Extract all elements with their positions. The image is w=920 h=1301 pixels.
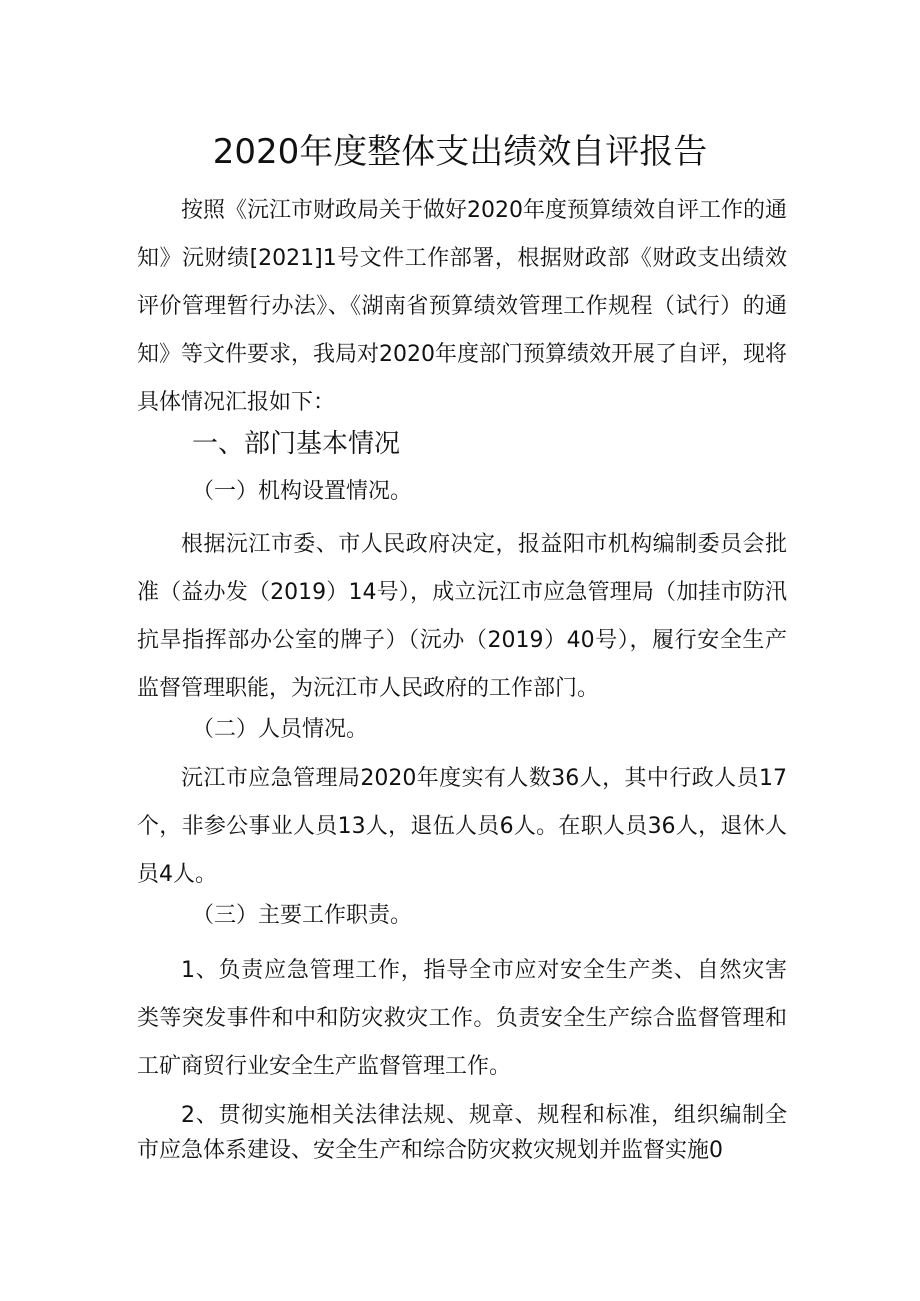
- intro-paragraph: 按照《沅江市财政局关于做好2020年度预算绩效自评工作的通知》沅财绩[2021]1号文件工作部署，根据财政部《财政支出绩效评价管理暂行办法》、《湖南省预算绩效管理工作规程（试行）的通知》等文件要求，我局对2020年度部门预算绩效开展了自评，现将具体情况汇报如下：: [137, 198, 787, 415]
- section-heading-basic-info: 一、部门基本情况: [192, 429, 401, 459]
- duty-item-2: 2、贯彻实施相关法律法规、规章、规程和标准，组织编制全市应急体系建设、安全生产和综合防灾救灾规划并监督实施0: [137, 1103, 787, 1163]
- document-title: 2020年度整体支出绩效自评报告: [212, 132, 708, 172]
- organization-paragraph: 根据沅江市委、市人民政府决定，报益阳市机构编制委员会批准（益办发（2019）14号），成立沅江市应急管理局（加挂市防汛抗旱指挥部办公室的牌子）（沅办（2019）40号），履行安全生产监督管理职能，为沅江市人民政府的工作部门。: [137, 532, 787, 701]
- staff-paragraph: 沅江市应急管理局2020年度实有人数36人，其中行政人员17个，非参公事业人员13人，退伍人员6人。在职人员36人，退休人员4人。: [137, 766, 787, 887]
- subheading-organization: （一）机构设置情况。: [192, 479, 413, 504]
- subheading-staff: （二）人员情况。: [192, 717, 369, 742]
- subheading-duties: （三）主要工作职责。: [192, 903, 413, 928]
- duty-item-1: 1、负责应急管理工作，指导全市应对安全生产类、自然灾害类等突发事件和中和防灾救灾工作。负责安全生产综合监督管理和工矿商贸行业安全生产监督管理工作。: [137, 958, 787, 1079]
